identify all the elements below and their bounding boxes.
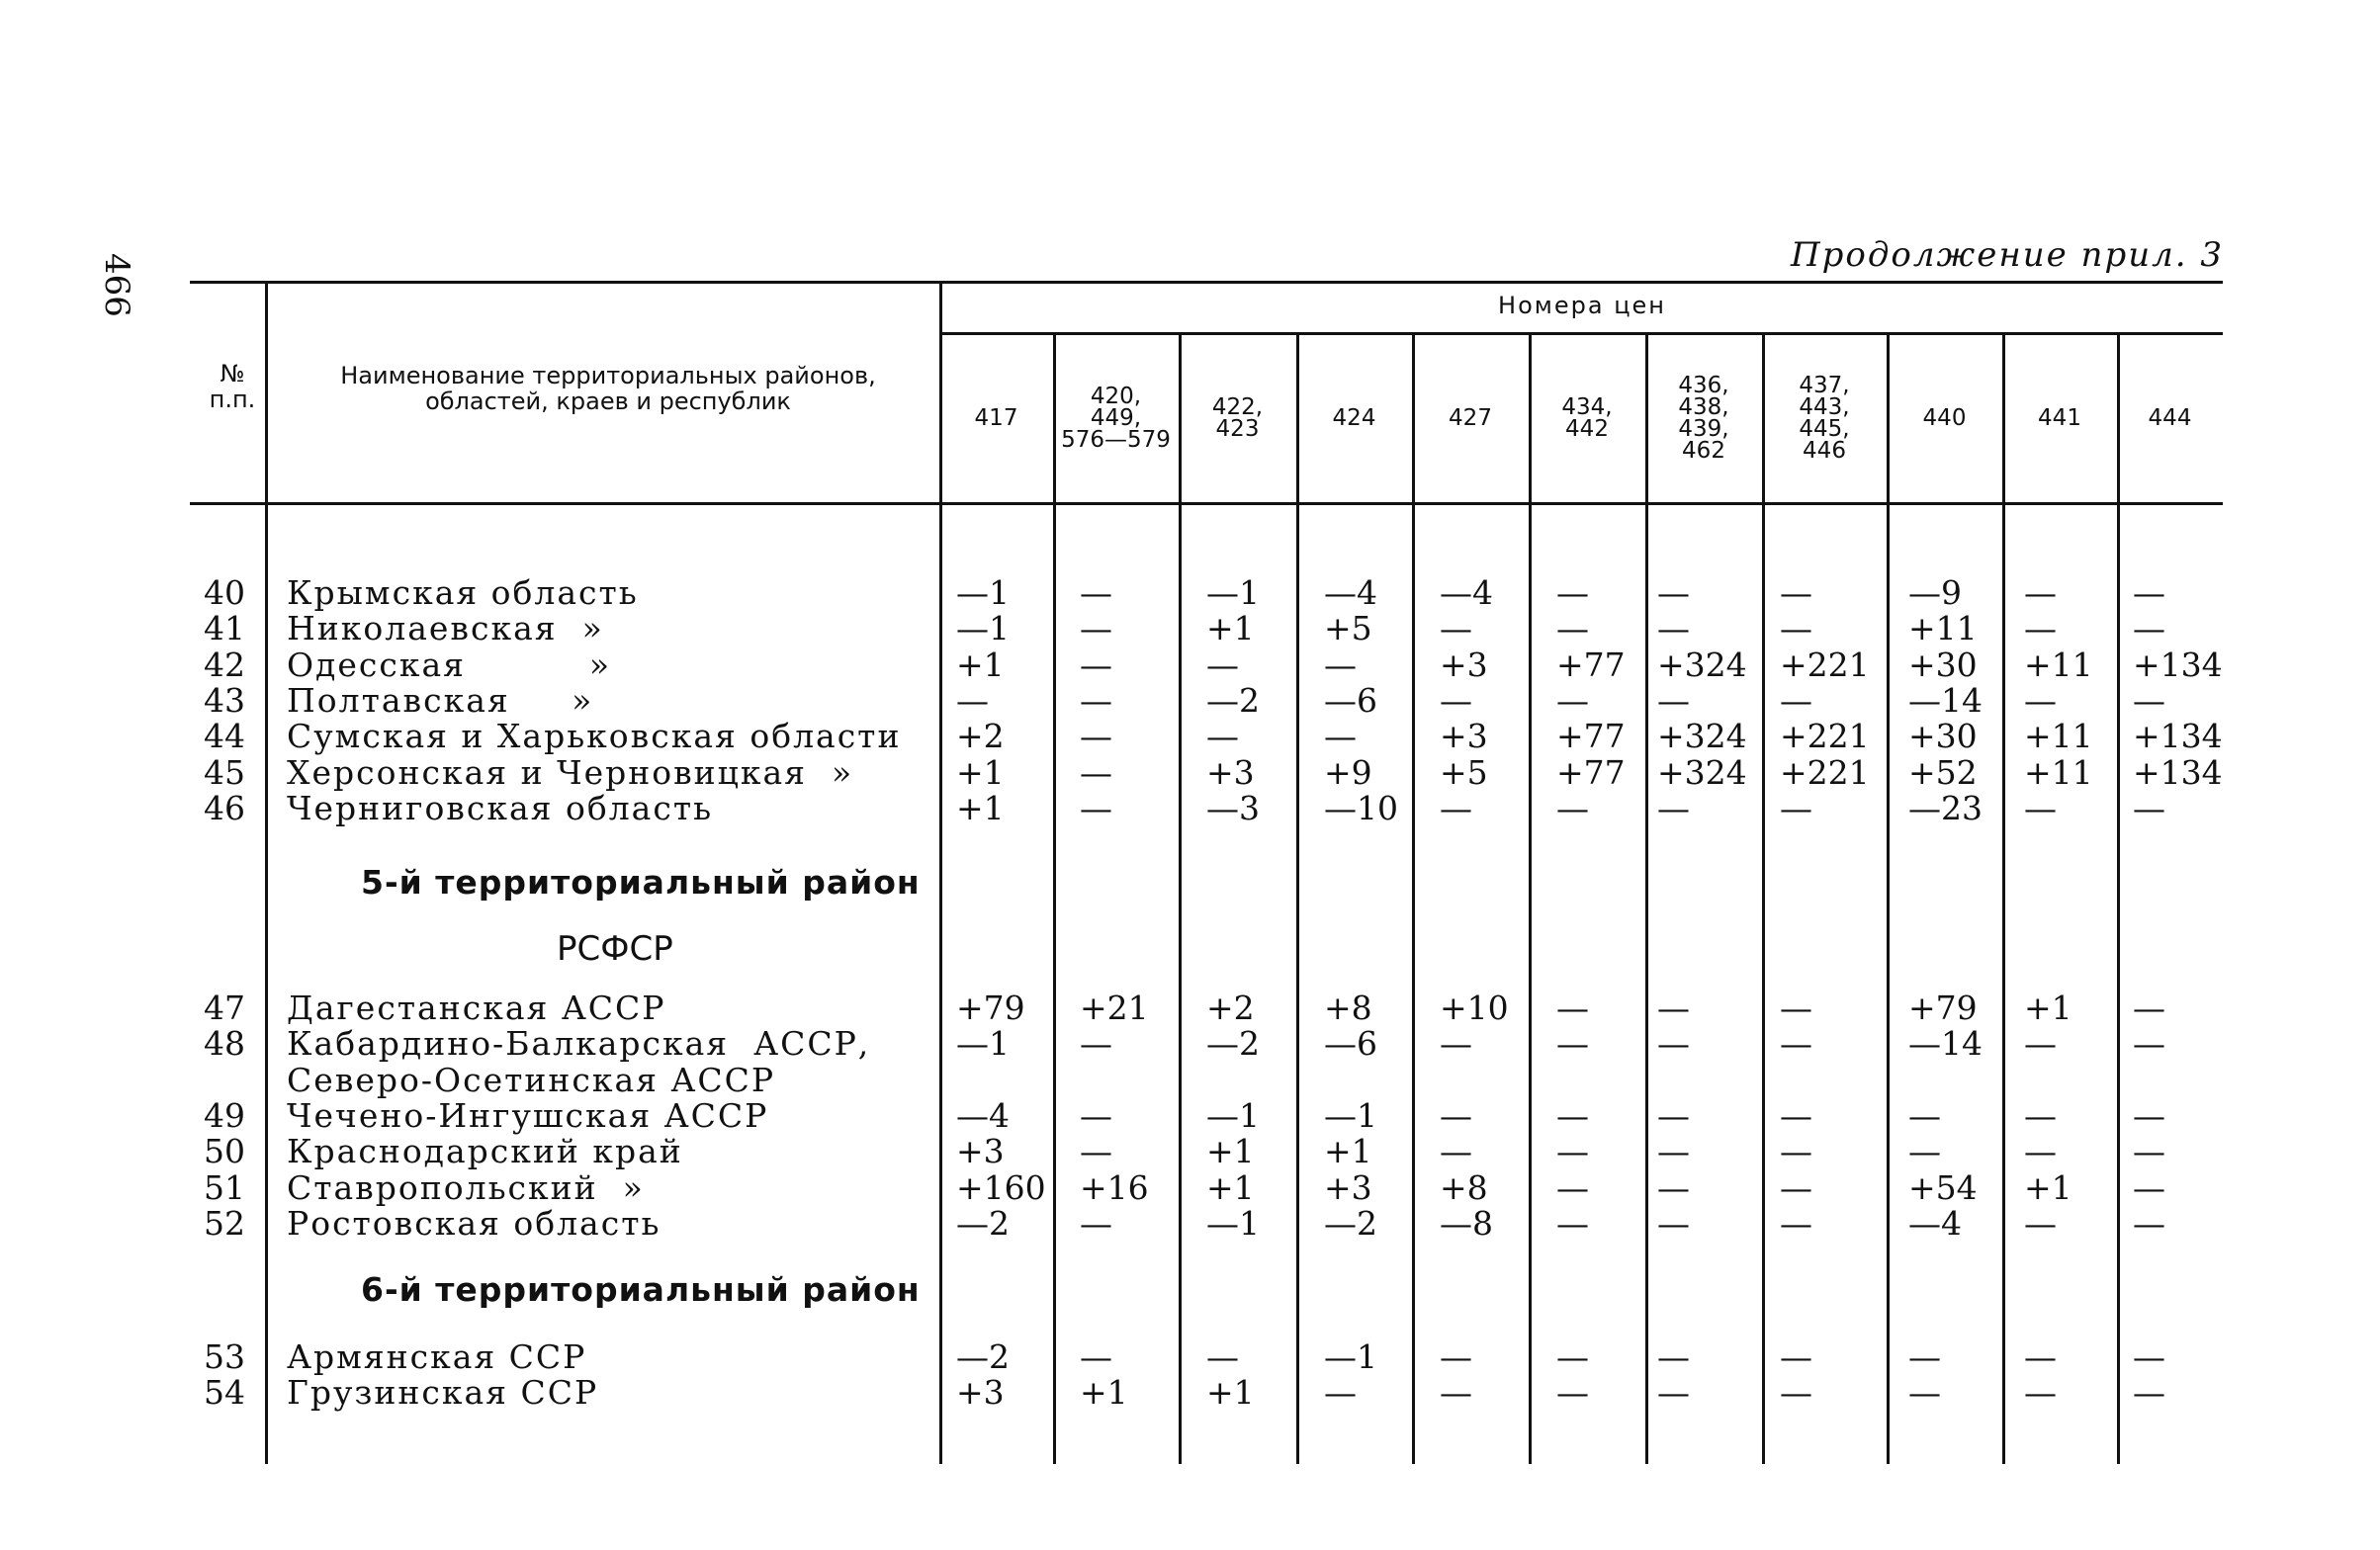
price-cell: —23	[1908, 788, 1983, 827]
price-cell: —	[2133, 1373, 2165, 1413]
price-cell: —	[1556, 788, 1589, 827]
price-column-divider	[1053, 334, 1056, 1464]
price-cell: —1	[1324, 1337, 1377, 1376]
price-cell: —2	[1324, 1203, 1377, 1243]
price-cell: +160	[956, 1167, 1046, 1207]
price-cell: +1	[2024, 989, 2072, 1027]
page-number: 466	[97, 253, 136, 317]
region-name: Ростовская область	[287, 1203, 661, 1243]
price-column-header-label: 420, 449, 576—579	[1061, 384, 1171, 453]
price-cell: —	[1080, 680, 1112, 720]
price-cell: +2	[956, 717, 1005, 756]
price-cell: +1	[1206, 1373, 1255, 1413]
price-cell: —	[1780, 1132, 1812, 1171]
price-cell: —	[1556, 1167, 1589, 1207]
price-cell: +221	[1780, 752, 1870, 792]
price-cell: —	[1556, 1373, 1589, 1413]
price-cell: —	[1206, 1337, 1239, 1376]
price-cell: —	[2133, 573, 2165, 612]
price-cell: —	[1440, 1337, 1472, 1376]
price-cell: —	[2133, 989, 2165, 1027]
price-cell: +3	[956, 1132, 1005, 1171]
region-name: Ставропольский »	[287, 1167, 645, 1207]
price-cell: —	[1440, 1095, 1472, 1135]
price-cell: —	[1657, 1132, 1690, 1171]
price-cell: —	[1657, 1024, 1690, 1064]
price-cell: —	[1780, 1095, 1812, 1135]
price-cell: —	[1780, 1024, 1812, 1064]
region-name: Кабардино-Балкарская АССР,	[287, 1024, 871, 1064]
price-cell: +1	[956, 788, 1005, 827]
table-row	[0, 788, 2380, 827]
price-cell: —	[2133, 1132, 2165, 1171]
price-cell: +3	[1324, 1167, 1372, 1207]
price-cell: —	[1908, 1095, 1941, 1135]
price-cell: +324	[1657, 752, 1747, 792]
price-cell: +21	[1080, 989, 1149, 1027]
price-column-header-label: 417	[974, 405, 1018, 431]
price-cell: —	[1908, 1337, 1941, 1376]
price-cell: —	[1780, 989, 1812, 1027]
price-column-divider	[1412, 334, 1415, 1464]
price-cell: —	[1556, 1337, 1589, 1376]
price-cell: +52	[1908, 752, 1978, 792]
price-cell: +3	[956, 1373, 1005, 1413]
price-cell: +11	[1908, 609, 1978, 648]
table-row	[0, 611, 2380, 646]
price-cell: —	[1780, 573, 1812, 612]
price-cell: —	[2133, 1167, 2165, 1207]
row-number: 49	[204, 1095, 245, 1135]
price-cell: +221	[1780, 645, 1870, 684]
price-column-header	[1529, 339, 1645, 497]
price-cell: —	[1657, 1095, 1690, 1135]
price-column-header	[1179, 339, 1296, 497]
price-cell: —	[1080, 645, 1112, 684]
price-cell: —	[2133, 1024, 2165, 1064]
section-subtitle: РСФСР	[557, 929, 673, 969]
row-number: 46	[204, 788, 245, 827]
table-row	[0, 1060, 2380, 1099]
price-cell: —	[1908, 1132, 1941, 1171]
price-cell: +324	[1657, 645, 1747, 684]
price-column-header	[1645, 339, 1762, 497]
price-column-header	[2002, 339, 2117, 497]
price-cell: —14	[1908, 1024, 1983, 1064]
price-cell: —	[2024, 1024, 2057, 1064]
continuation-caption: Продолжение прил. 3	[1791, 235, 2224, 275]
header-name-col: Наименование территориальных районов, областей, краев и республик	[340, 362, 876, 415]
price-column-header	[939, 339, 1053, 497]
price-cell: —	[1440, 1373, 1472, 1413]
price-cell: —	[1657, 573, 1690, 612]
price-cell: —	[2133, 1203, 2165, 1243]
price-cell: —10	[1324, 788, 1398, 827]
price-cell: —	[1080, 1203, 1112, 1243]
section-title: 6-й территориальный район	[361, 1270, 921, 1309]
price-cell: —1	[956, 573, 1010, 612]
row-number: 42	[204, 645, 245, 684]
price-cell: —2	[1206, 680, 1260, 720]
row-number: 50	[204, 1132, 245, 1171]
table-row	[0, 719, 2380, 754]
price-cell: +8	[1324, 989, 1372, 1027]
row-number: 48	[204, 1024, 245, 1064]
price-column-header-label: 422, 423	[1211, 394, 1264, 442]
price-cell: —	[1556, 609, 1589, 648]
price-cell: —	[1780, 788, 1812, 827]
table-row	[0, 1167, 2380, 1207]
price-cell: —8	[1440, 1203, 1493, 1243]
price-column-divider	[1887, 334, 1890, 1464]
price-cell: —1	[1206, 1095, 1260, 1135]
price-cell: +79	[1908, 989, 1978, 1027]
price-cell: —6	[1324, 1024, 1377, 1064]
header-price-group: Номера цен	[1498, 292, 1666, 319]
price-cell: —	[1324, 1373, 1357, 1413]
price-cell: —	[2024, 1095, 2057, 1135]
price-cell: —	[1080, 788, 1112, 827]
price-cell: +11	[2024, 717, 2093, 756]
price-cell: —	[1657, 1337, 1690, 1376]
price-cell: —	[1080, 752, 1112, 792]
price-cell: +11	[2024, 645, 2093, 684]
price-cell: —	[1556, 1203, 1589, 1243]
row-number: 47	[204, 989, 245, 1027]
price-column-header-label: 434, 442	[1561, 394, 1613, 442]
price-cell: —	[1657, 1167, 1690, 1207]
price-cell: —	[1657, 788, 1690, 827]
price-cell: —	[1556, 573, 1589, 612]
price-column-header	[1412, 339, 1529, 497]
price-column-divider	[1296, 334, 1299, 1464]
price-cell: —	[1780, 1373, 1812, 1413]
price-cell: —6	[1324, 680, 1377, 720]
price-cell: —	[1657, 609, 1690, 648]
price-column-divider	[2117, 334, 2120, 1464]
price-cell: +77	[1556, 717, 1626, 756]
price-cell: +1	[1324, 1132, 1372, 1171]
header-bottom-rule	[190, 502, 2223, 505]
price-cell: —	[1657, 1203, 1690, 1243]
price-cell: —	[2024, 788, 2057, 827]
table-row	[0, 990, 2380, 1026]
row-number: 54	[204, 1373, 245, 1413]
table-row	[0, 1026, 2380, 1062]
table-top-rule	[190, 281, 2223, 284]
price-column-header	[1296, 339, 1412, 497]
region-name: Дагестанская АССР	[287, 989, 666, 1027]
price-cell: —3	[1206, 788, 1260, 827]
row-number: 53	[204, 1337, 245, 1376]
price-cell: —	[1324, 645, 1357, 684]
price-cell: +1	[1206, 609, 1255, 648]
price-cell: +134	[2133, 752, 2223, 792]
price-cell: —	[2133, 788, 2165, 827]
price-cell: —	[2024, 1337, 2057, 1376]
price-group-rule	[939, 332, 2223, 335]
price-cell: —14	[1908, 680, 1983, 720]
row-number: 45	[204, 752, 245, 792]
price-cell: +1	[1206, 1132, 1255, 1171]
table-row	[0, 752, 2380, 792]
price-cell: +1	[1080, 1373, 1128, 1413]
region-name: Полтавская »	[287, 680, 594, 720]
price-column-header	[1762, 339, 1887, 497]
table-row	[0, 1095, 2380, 1135]
price-cell: —	[2024, 573, 2057, 612]
number-column-divider	[265, 283, 268, 1464]
price-cell: —	[2024, 1132, 2057, 1171]
price-cell: +30	[1908, 717, 1978, 756]
price-cell: —	[1556, 1024, 1589, 1064]
price-cell: +2	[1206, 989, 1255, 1027]
price-cell: +5	[1324, 609, 1372, 648]
region-name: Армянская ССР	[287, 1337, 587, 1376]
region-name: Краснодарский край	[287, 1132, 683, 1171]
price-cell: —	[1440, 609, 1472, 648]
price-cell: —2	[1206, 1024, 1260, 1064]
region-name: Грузинская ССР	[287, 1373, 599, 1413]
price-cell: —	[1657, 1373, 1690, 1413]
price-cell: —	[1206, 645, 1239, 684]
row-number: 52	[204, 1203, 245, 1243]
price-cell: —	[1080, 1024, 1112, 1064]
price-cell: —	[1556, 680, 1589, 720]
price-cell: —1	[1206, 1203, 1260, 1243]
price-column-header-label: 424	[1332, 405, 1376, 431]
price-cell: —	[1780, 609, 1812, 648]
region-name: Северо-Осетинская АССР	[287, 1060, 776, 1099]
price-cell: —1	[956, 609, 1010, 648]
price-cell: —9	[1908, 573, 1962, 612]
price-cell: —	[1908, 1373, 1941, 1413]
price-cell: —1	[1324, 1095, 1377, 1135]
price-cell: —4	[1324, 573, 1377, 612]
region-name: Чечено-Ингушская АССР	[287, 1095, 769, 1135]
price-column-header-label: 436, 438, 439, 462	[1678, 373, 1729, 464]
price-cell: —	[2133, 1095, 2165, 1135]
region-name: Крымская область	[287, 573, 639, 612]
price-cell: —	[1080, 1095, 1112, 1135]
price-cell: +134	[2133, 645, 2223, 684]
price-cell: +8	[1440, 1167, 1488, 1207]
price-cell: —2	[956, 1337, 1010, 1376]
price-cell: —	[1080, 717, 1112, 756]
price-cell: +54	[1908, 1167, 1978, 1207]
price-column-divider	[1529, 334, 1532, 1464]
price-cell: —	[1080, 609, 1112, 648]
region-name: Херсонская и Черновицкая »	[287, 752, 854, 792]
region-name: Николаевская »	[287, 609, 604, 648]
price-cell: —	[2133, 1337, 2165, 1376]
price-cell: —2	[956, 1203, 1010, 1243]
table-row	[0, 1375, 2380, 1411]
table-row	[0, 647, 2380, 683]
price-cell: +79	[956, 989, 1025, 1027]
price-column-divider	[1179, 334, 1182, 1464]
row-number: 40	[204, 573, 245, 612]
price-column-header	[2117, 339, 2223, 497]
price-cell: —	[1780, 1167, 1812, 1207]
price-cell: +16	[1080, 1167, 1149, 1207]
price-column-header-label: 437, 443, 445, 446	[1799, 373, 1850, 464]
header-number-col: № п.п.	[209, 360, 256, 413]
price-column-header-label: 441	[2038, 405, 2081, 431]
region-name: Одесская »	[287, 645, 612, 684]
table-row	[0, 680, 2380, 720]
price-cell: —	[1556, 989, 1589, 1027]
price-cell: —	[1206, 717, 1239, 756]
price-cell: —	[2133, 680, 2165, 720]
row-number: 41	[204, 609, 245, 648]
price-column-divider	[1645, 334, 1648, 1464]
price-cell: —	[1780, 1337, 1812, 1376]
price-cell: +30	[1908, 645, 1978, 684]
price-cell: +9	[1324, 752, 1372, 792]
region-name: Черниговская область	[287, 788, 714, 827]
section-title: 5-й территориальный район	[361, 863, 921, 902]
price-column-header-label: 440	[1922, 405, 1967, 431]
price-cell: —	[2133, 609, 2165, 648]
price-cell: —	[2024, 1373, 2057, 1413]
table-row	[0, 1339, 2380, 1375]
price-column-divider	[1762, 334, 1765, 1464]
row-number: 43	[204, 680, 245, 720]
price-cell: +134	[2133, 717, 2223, 756]
price-cell: +221	[1780, 717, 1870, 756]
table-row	[0, 1134, 2380, 1169]
price-cell: +1	[1206, 1167, 1255, 1207]
price-cell: +1	[956, 645, 1005, 684]
price-cell: —	[1556, 1132, 1589, 1171]
price-column-header-label: 444	[2148, 405, 2192, 431]
price-cell: —	[1440, 680, 1472, 720]
price-cell: +324	[1657, 717, 1747, 756]
price-cell: —	[1324, 717, 1357, 756]
price-column-header	[1053, 339, 1179, 497]
price-cell: +3	[1206, 752, 1255, 792]
price-column-header-label: 427	[1449, 405, 1492, 431]
price-cell: —	[2024, 1203, 2057, 1243]
price-cell: —	[2024, 609, 2057, 648]
price-cell: —	[1080, 573, 1112, 612]
table-row	[0, 575, 2380, 611]
price-cell: +1	[956, 752, 1005, 792]
price-cell: +77	[1556, 645, 1626, 684]
price-cell: —4	[1908, 1203, 1962, 1243]
price-cell: —	[1080, 1132, 1112, 1171]
price-cell: —	[1440, 1132, 1472, 1171]
row-number: 44	[204, 717, 245, 756]
price-cell: +5	[1440, 752, 1488, 792]
price-cell: —	[1780, 1203, 1812, 1243]
price-cell: —	[1556, 1095, 1589, 1135]
price-cell: +77	[1556, 752, 1626, 792]
region-name: Сумская и Харьковская области	[287, 717, 902, 756]
price-cell: —	[1440, 788, 1472, 827]
price-cell: +3	[1440, 717, 1488, 756]
price-cell: —	[1080, 1337, 1112, 1376]
price-cell: —	[1657, 680, 1690, 720]
price-cell: —4	[1440, 573, 1493, 612]
price-cell: —1	[1206, 573, 1260, 612]
price-cell: —	[2024, 680, 2057, 720]
price-cell: +3	[1440, 645, 1488, 684]
price-cell: +1	[2024, 1167, 2072, 1207]
price-column-header	[1887, 339, 2002, 497]
price-cell: —	[1440, 1024, 1472, 1064]
price-cell: —1	[956, 1024, 1010, 1064]
row-number: 51	[204, 1167, 245, 1207]
price-cell: —4	[956, 1095, 1010, 1135]
price-cell: +11	[2024, 752, 2093, 792]
price-cell: —	[956, 680, 989, 720]
price-cell: —	[1780, 680, 1812, 720]
table-row	[0, 1203, 2380, 1243]
price-cell: —	[1657, 989, 1690, 1027]
price-column-divider	[2002, 334, 2005, 1464]
price-cell: +10	[1440, 989, 1509, 1027]
